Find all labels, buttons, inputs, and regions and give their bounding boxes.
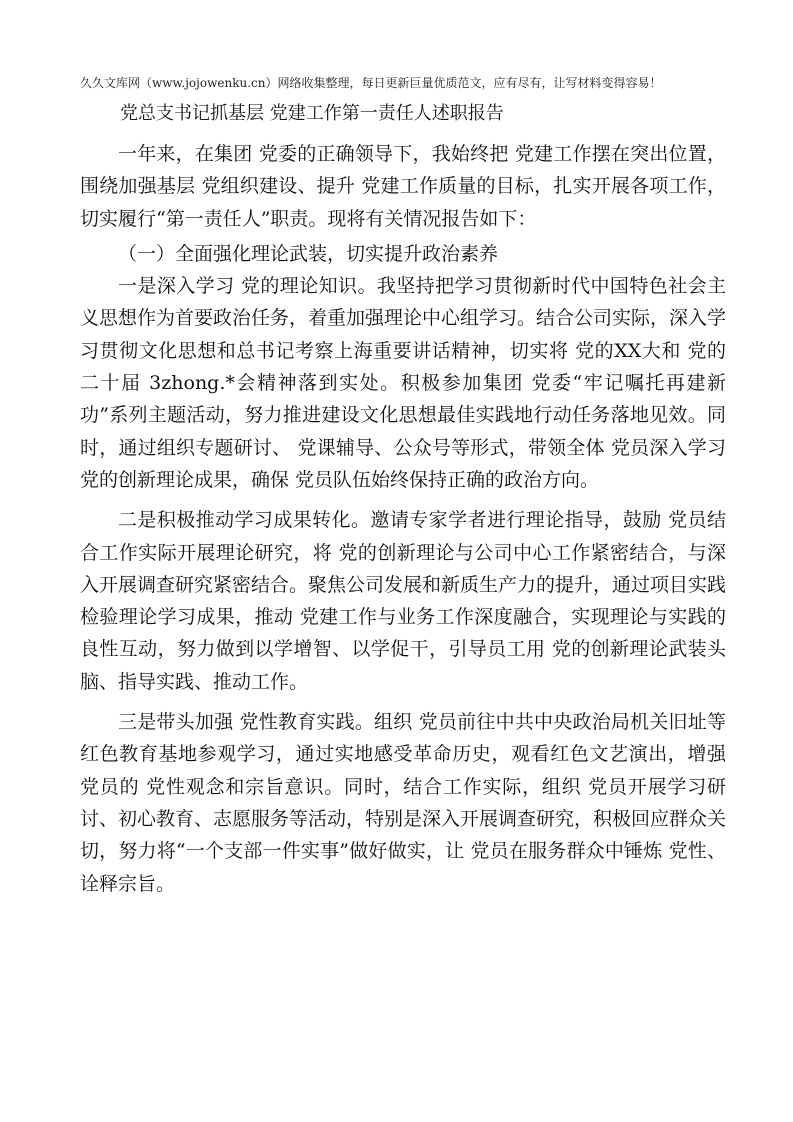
body-paragraph-1: 一是深入学习 党的理论知识。我坚持把学习贯彻新时代中国特色社会主义思想作为首要政治任务，着重加强理论中心组学习。结合公司实际，深入学习贯彻文化思想和总书记考察上海重要讲话精神，切实将 党的XX大和 党的二十届 3zhong.*会精神落到实处。积极参加集团 党委“牢记嘱托再建新功”系列主题活动，努力推进建设文化思想最佳实践地行动任务落地见效。同时，通过组织专题研讨、 党课辅导、公众号等形式，带领全体 党员深入学习 党的创新理论成果，确保 党员队伍始终保持正确的政治方向。	[80, 275, 727, 491]
section-heading: （一）全面强化理论武装，切实提升政治素养	[118, 242, 499, 265]
document-title: 党总支书记抓基层 党建工作第一责任人述职报告	[120, 103, 504, 124]
header-note: 久久文库网（www.jojowenku.cn）网络收集整理，每日更新巨量优质范文，应有尽有，让写材料变得容易！	[80, 76, 662, 90]
document-body	[80, 138, 726, 900]
body-paragraph-3: 三是带头加强 党性教育实践。组织 党员前往中共中央政治局机关旧址等红色教育基地参观学习，通过实地感受革命历史，观看红色文艺演出，增强 党员的 党性观念和宗旨意识。同时，结合工作实际，组织 党员开展学习研讨、初心教育、志愿服务等活动，特别是深入开展调查研究，积极回应群众关切，努力将“一个支部一件实事”做好做实，让 党员在服务群众中锤炼 党性、诠释宗旨。	[80, 711, 727, 895]
body-paragraph-2: 二是积极推动学习成果转化。邀请专家学者进行理论指导，鼓励 党员结合工作实际开展理论研究，将 党的创新理论与公司中心工作紧密结合，与深入开展调查研究紧密结合。聚焦公司发展和新质生产力的提升，通过项目实践检验理论学习成果，推动 党建工作与业务工作深度融合，实现理论与实践的良性互动，努力做到以学增智、以学促干，引导员工用 党的创新理论武装头脑、指导实践、推动工作。	[80, 509, 727, 693]
intro-paragraph: 一年来，在集团 党委的正确领导下，我始终把 党建工作摆在突出位置，围绕加强基层 党组织建设、提升 党建工作质量的目标，扎实开展各项工作，切实履行“第一责任人”职责。现将有关情况报告如下：	[80, 143, 726, 230]
